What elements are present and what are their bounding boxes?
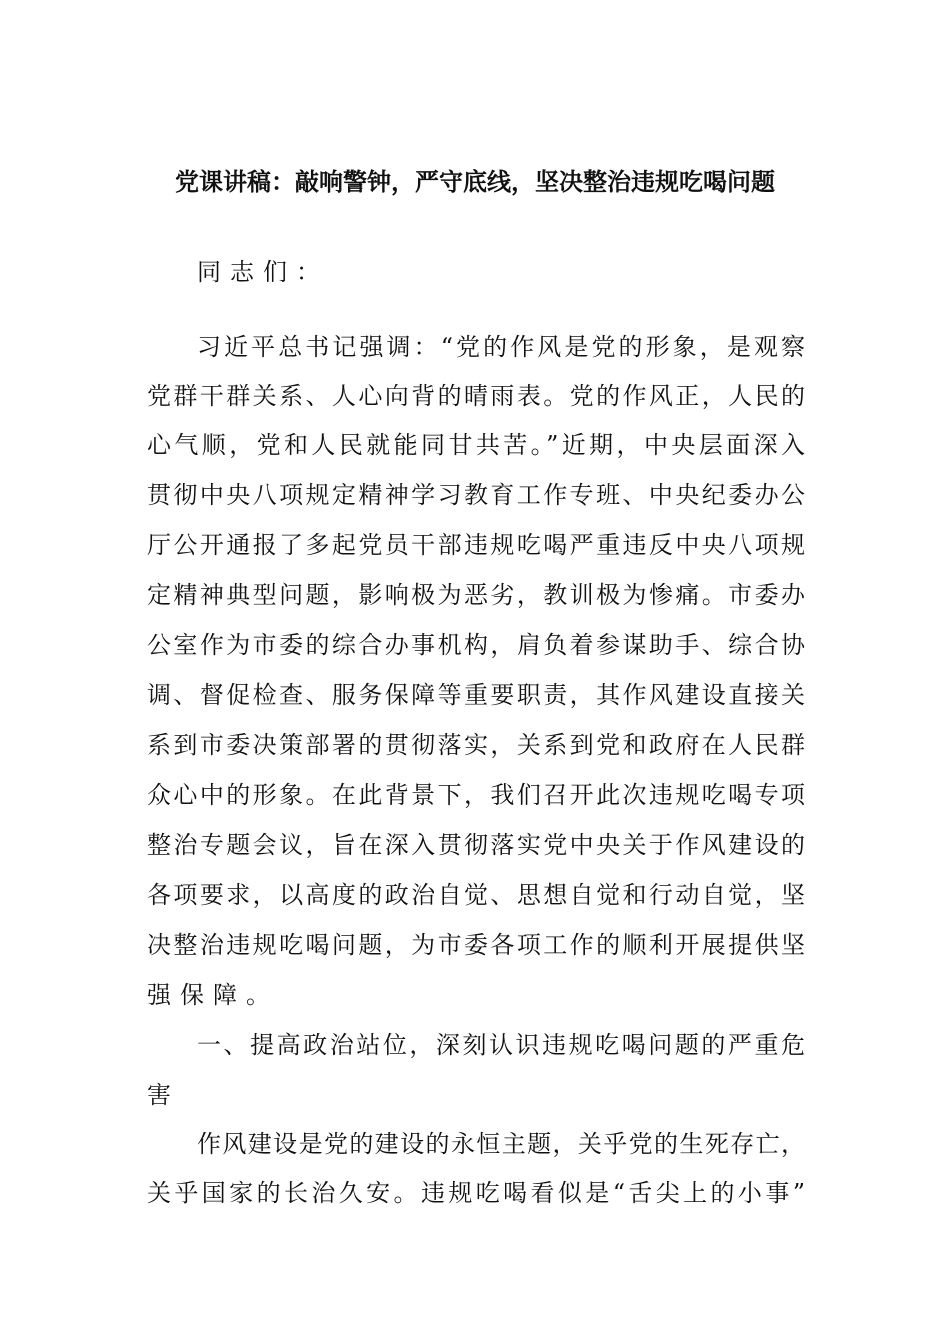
paragraph-line: 心气顺，党和人民就能同甘共苦。”近期，中央层面深入 <box>147 431 805 459</box>
paragraph-line: 害 <box>147 1081 180 1109</box>
paragraph-line: 关乎国家的长治久安。违规吃喝看似是“舌尖上的小事” <box>147 1179 805 1207</box>
paragraph-line: 作风建设是党的建设的永恒主题，关乎党的生死存亡， <box>197 1130 805 1158</box>
paragraph-line: 同志们： <box>197 258 329 286</box>
paragraph-line: 各项要求，以高度的政治自觉、思想自觉和行动自觉，坚 <box>147 881 805 909</box>
paragraph-line: 厅公开通报了多起党员干部违规吃喝严重违反中央八项规 <box>147 531 805 559</box>
paragraph-line: 整治专题会议，旨在深入贯彻落实党中央关于作风建设的 <box>147 831 805 859</box>
paragraph-line: 系到市委决策部署的贯彻落实，关系到党和政府在人民群 <box>147 731 805 759</box>
paragraph-line: 公室作为市委的综合办事机构，肩负着参谋助手、综合协 <box>147 631 805 659</box>
paragraph-line: 贯彻中央八项规定精神学习教育工作专班、中央纪委办公 <box>147 481 805 509</box>
paragraph-line: 党群干群关系、人心向背的晴雨表。党的作风正，人民的 <box>147 382 805 410</box>
paragraph-line: 习近平总书记强调：“党的作风是党的形象，是观察 <box>197 333 805 361</box>
paragraph-line: 强保障。 <box>147 981 279 1009</box>
document-title: 党课讲稿：敲响警钟，严守底线，坚决整治违规吃喝问题 <box>175 167 775 196</box>
paragraph-line: 决整治违规吃喝问题，为市委各项工作的顺利开展提供坚 <box>147 931 805 959</box>
paragraph-line: 定精神典型问题，影响极为恶劣，教训极为惨痛。市委办 <box>147 581 805 609</box>
paragraph-line: 调、督促检查、服务保障等重要职责，其作风建设直接关 <box>147 681 805 709</box>
section-heading: 一、提高政治站位，深刻认识违规吃喝问题的严重危 <box>197 1031 805 1059</box>
paragraph-line: 众心中的形象。在此背景下，我们召开此次违规吃喝专项 <box>147 781 805 809</box>
